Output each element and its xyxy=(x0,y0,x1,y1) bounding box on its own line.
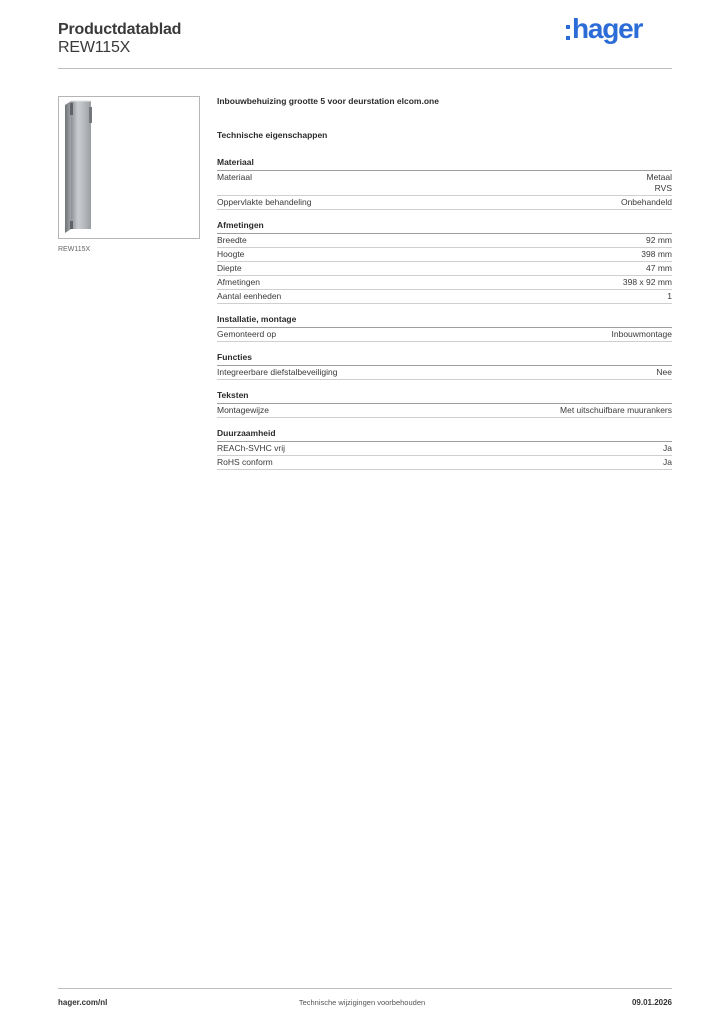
spec-value-line: Onbehandeld xyxy=(620,197,672,207)
spec-groups xyxy=(217,156,672,470)
spec-row xyxy=(217,328,672,342)
spec-label: Hoogte xyxy=(217,249,245,259)
spec-group-heading: Teksten xyxy=(217,389,672,404)
spec-group-heading: Functies xyxy=(217,351,672,366)
spec-label: Afmetingen xyxy=(217,277,260,287)
spec-value xyxy=(612,329,673,340)
spec-group xyxy=(217,156,672,210)
footer-date: 09.01.2026 xyxy=(631,998,672,1007)
spec-value-line: Met uitschuifbare muurankers xyxy=(560,405,672,415)
spec-value xyxy=(646,235,672,246)
spec-row xyxy=(217,366,672,380)
spec-row xyxy=(217,290,672,304)
spec-row xyxy=(217,442,672,456)
spec-value xyxy=(656,367,672,378)
spec-row xyxy=(217,248,672,262)
spec-value-line: Ja xyxy=(663,443,672,453)
spec-label: Breedte xyxy=(217,235,247,245)
spec-label: Oppervlakte behandeling xyxy=(217,197,312,207)
spec-value-line: Ja xyxy=(663,457,672,467)
spec-label: Gemonteerd op xyxy=(217,329,277,339)
spec-label: Aantal eenheden xyxy=(217,291,282,301)
spec-group-heading: Duurzaamheid xyxy=(217,427,672,442)
product-description: Inbouwbehuizing grootte 5 voor deurstation elcom.one xyxy=(217,96,439,106)
spec-value xyxy=(667,291,672,302)
spec-value xyxy=(663,443,672,454)
footer-disclaimer: Technische wijzigingen voorbehouden xyxy=(298,998,426,1007)
spec-group xyxy=(217,313,672,342)
spec-group xyxy=(217,351,672,380)
spec-label: Diepte xyxy=(217,263,242,273)
spec-value-line: 47 mm xyxy=(646,263,672,273)
spec-value-line: RVS xyxy=(654,183,672,193)
spec-row xyxy=(217,262,672,276)
logo-colon-icon xyxy=(566,25,570,40)
spec-value xyxy=(560,405,672,416)
spec-value-line: 1 xyxy=(667,291,672,301)
spec-group-heading: Afmetingen xyxy=(217,219,672,234)
spec-value xyxy=(641,249,672,260)
spec-row xyxy=(217,196,672,210)
spec-row xyxy=(217,456,672,470)
footer-divider xyxy=(58,988,672,989)
spec-value-line: 92 mm xyxy=(646,235,672,245)
spec-row xyxy=(217,404,672,418)
spec-label: REACh-SVHC vrij xyxy=(217,443,286,453)
spec-group-heading: Materiaal xyxy=(217,156,672,171)
enclosure-product-image xyxy=(59,97,199,238)
page-title: Productdatablad xyxy=(58,21,182,38)
spec-group xyxy=(217,389,672,418)
spec-value-line: Metaal xyxy=(646,172,672,182)
spec-label: Materiaal xyxy=(217,172,252,182)
spec-value xyxy=(621,197,672,208)
spec-group xyxy=(217,427,672,470)
spec-value xyxy=(623,277,672,288)
spec-group xyxy=(217,219,672,304)
logo-text: hager xyxy=(572,13,643,44)
spec-value xyxy=(646,263,672,274)
footer-website-link[interactable]: hager.com/nl xyxy=(58,998,108,1007)
specifications-panel xyxy=(217,96,672,470)
spec-value xyxy=(646,172,672,194)
header-divider xyxy=(58,68,672,69)
spec-value-line: Inbouwmontage xyxy=(611,329,672,339)
spec-label: Montagewijze xyxy=(217,405,269,415)
spec-row xyxy=(217,171,672,196)
spec-value xyxy=(663,457,672,468)
spec-value-line: Nee xyxy=(656,367,672,377)
spec-label: Integreerbare diefstalbeveiliging xyxy=(217,367,338,377)
hager-logo xyxy=(566,14,642,44)
spec-row xyxy=(217,234,672,248)
product-code: REW115X xyxy=(58,39,131,56)
section-title: Technische eigenschappen xyxy=(217,130,328,140)
product-image-frame xyxy=(58,96,200,239)
spec-label: RoHS conform xyxy=(217,457,273,467)
spec-value-line: 398 mm xyxy=(641,249,672,259)
spec-row xyxy=(217,276,672,290)
spec-value-line: 398 x 92 mm xyxy=(622,277,672,287)
image-caption: REW115X xyxy=(58,246,91,253)
spec-group-heading: Installatie, montage xyxy=(217,313,672,328)
